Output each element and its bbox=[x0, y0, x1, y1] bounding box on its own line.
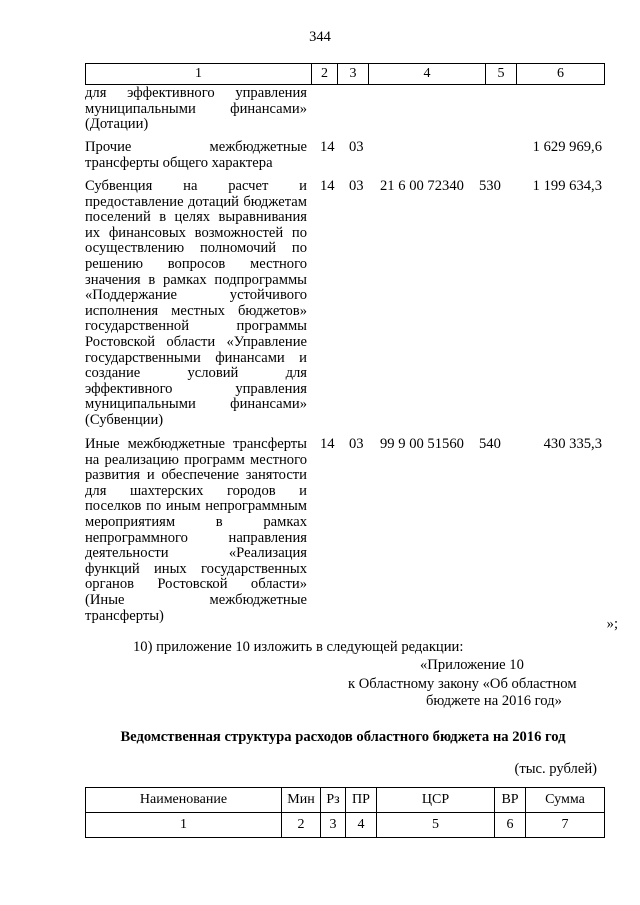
row-vr: 540 bbox=[479, 436, 501, 452]
header-cell: 3 bbox=[338, 64, 369, 85]
section-title: Ведомственная структура расходов областного бюджета на 2016 год bbox=[120, 729, 566, 745]
closing-quote-semicolon: »; bbox=[606, 616, 618, 632]
table-row bbox=[85, 86, 604, 140]
budget-rows bbox=[85, 86, 604, 637]
header-cell: ЦСР bbox=[377, 788, 495, 813]
row-min: 14 bbox=[320, 139, 335, 155]
header-cell: 1 bbox=[86, 64, 312, 85]
row-name: Иные межбюджетные трансферты на реализацию программ местного развития и обеспечение занятости для шахтерских городов и поселков по иным непрограммным мероприятиям в рамках непрограммного направления деятельности «Реализация функций иных государственных органов Ростовской области» (Иные межбюджетные трансферты) bbox=[85, 436, 307, 624]
header-cell: Наименование bbox=[86, 788, 282, 813]
header-cell: Сумма bbox=[526, 788, 605, 813]
units-label: (тыс. рублей) bbox=[514, 761, 597, 777]
row-name: Субвенция на расчет и предоставление дотаций бюджетам поселений в целях выравнивания их финансовых возможностей по осуществлению полномочий по решению вопросов местного значения в рамках подпрограммы «Поддержание устойчивого исполнения местных бюджетов» государственной программы Ростовской области «Управление государственными финансами и создание условий для эффективного управления муниципальными финансами» (Субвенции) bbox=[85, 178, 307, 428]
header-row bbox=[86, 788, 605, 813]
row-rz: 03 bbox=[349, 436, 364, 452]
amendment-text: 10) приложение 10 изложить в следующей редакции: bbox=[133, 639, 464, 655]
continuation-header-table bbox=[85, 63, 605, 85]
header-cell: 5 bbox=[486, 64, 517, 85]
structure-header-table bbox=[85, 787, 605, 838]
header-row bbox=[86, 64, 605, 85]
row-csr: 21 6 00 72340 bbox=[380, 178, 464, 194]
number-cell: 7 bbox=[526, 813, 605, 838]
column-number-row bbox=[86, 813, 605, 838]
row-name: Прочие межбюджетные трансферты общего характера bbox=[85, 139, 307, 171]
header-cell: 4 bbox=[369, 64, 486, 85]
row-sum: 1 199 634,3 bbox=[532, 178, 602, 194]
row-min: 14 bbox=[320, 436, 335, 452]
row-rz: 03 bbox=[349, 139, 364, 155]
number-cell: 4 bbox=[346, 813, 377, 838]
row-vr: 530 bbox=[479, 178, 501, 194]
row-name: для эффективного управления муниципальными финансами» (Дотации) bbox=[85, 85, 307, 133]
row-rz: 03 bbox=[349, 178, 364, 194]
number-cell: 1 bbox=[86, 813, 282, 838]
header-cell: Рз bbox=[321, 788, 346, 813]
row-sum: 1 629 969,6 bbox=[532, 139, 602, 155]
number-cell: 3 bbox=[321, 813, 346, 838]
header-cell: ВР bbox=[495, 788, 526, 813]
appendix-subtitle-2: бюджете на 2016 год» bbox=[426, 693, 562, 709]
header-cell: 6 bbox=[517, 64, 605, 85]
header-cell: ПР bbox=[346, 788, 377, 813]
row-sum: 430 335,3 bbox=[543, 436, 602, 452]
number-cell: 6 bbox=[495, 813, 526, 838]
number-cell: 2 bbox=[282, 813, 321, 838]
appendix-title: «Приложение 10 bbox=[420, 657, 524, 673]
table-row bbox=[85, 437, 604, 637]
header-cell: 2 bbox=[312, 64, 338, 85]
row-min: 14 bbox=[320, 178, 335, 194]
appendix-subtitle-1: к Областному закону «Об областном bbox=[348, 676, 577, 692]
number-cell: 5 bbox=[377, 813, 495, 838]
row-csr: 99 9 00 51560 bbox=[380, 436, 464, 452]
header-cell: Мин bbox=[282, 788, 321, 813]
page-number: 344 bbox=[309, 29, 331, 45]
table-row bbox=[85, 140, 604, 179]
table-row bbox=[85, 179, 604, 437]
